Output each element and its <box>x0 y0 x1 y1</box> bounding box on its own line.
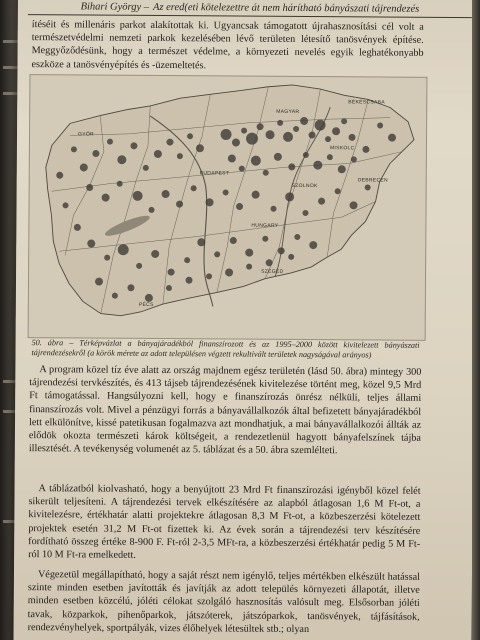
hungary-map-svg <box>29 75 427 340</box>
map-label-8: DEBRECEN <box>357 177 388 184</box>
map-label-9: PÉCS <box>138 301 154 308</box>
body-paragraph-4: Végezetül megállapítható, hogy a saját részt nem igénylő, teljes mértékben elkészült hatással szinte minden esetben javították és javítják az adott település környezeti állapotát, illetve minden esetben közcélú, jóléti célokat szolgáló hasznosítás valósult meg. Elsősorban jóléti tavak, közparkok, pihenőparkok, játszóterek, játszóparkok, tanösvények, tájfásítások, rendezvényhelyek, sportpályák, vizes élőhelyek létesültek stb.; olyan <box>27 569 420 635</box>
map-label-6: GYŐR <box>78 131 94 138</box>
figure-map <box>28 74 428 341</box>
map-label-5: MISKOLC <box>329 145 355 152</box>
body-paragraph-2: A program közel tíz éve alatt az ország majdnem egész területén (lásd 50. ábra) mintegy 300 tájrendezési tervkészítés, és 413 tájseb tájrendezésének kivitelezése történt meg, közel 9,5 Mrd Ft támogatással. Hangsúlyozni kell, hogy e finanszírozás önrész nélküli, teljes állami finanszírozás volt. Mivel a pénzügyi forrás a bányavállalkozók által befizetett bányajáradékból lett elkülönítve, kissé patetikusan fogalmazva azt mondhatjuk, a mai bányavállalkozói állták az elődök okozta természeti károk költségeit, a rendezetlenül hagyott bányafelszínek tájba illesztését. A tevékenység volumenét az 5. táblázat és a 50. ábra szemlélteti. <box>28 364 422 457</box>
map-label-2: MAGYAR <box>276 108 300 115</box>
header-title: Az ered(eti kötelezettre át nem hárítható bányászati tájrendezés <box>152 1 420 15</box>
next-page-edge <box>472 0 480 640</box>
map-label-4: SZOLNOK <box>291 182 318 190</box>
map-label-10: SZEGED <box>261 268 284 275</box>
book-page <box>13 0 476 640</box>
running-header <box>28 0 472 18</box>
body-paragraph-3: A táblázatból kiolvasható, hogy a benyújtott 23 Mrd Ft finanszírozási igényből közel felét sikerült teljesíteni. A tájrendezési tervek elkészítésére az alapból átlagosan 1,6 M Ft-ot, a kivitelezésre, értékhatár alatti projektekre átlagosan 8,3 M Ft-ot, a közbeszerzési kötelezett projektek esetén 31,2 M Ft-ot fizettek ki. Az évek során a tájrendezési terv készítésére fordítható összeg értéke 8-900 F. Ft-ról 2-3,5 MFt-ra, a közbeszerzési értékhatár pedig 5 M Ft-ról 10 M Ft-ra emelkedett. <box>28 483 421 561</box>
map-label-3: HUNGARY <box>251 222 279 229</box>
intro-paragraph: ítéséit és millenáris parkot alakítottak ki. Ugyancsak támogatott újrahasznosítási cél volt a természetvédelmi nemzeti parkok kezelésében lévő területen létesítő tanösvények építése. Meggyőződésünk, hogy a természet védelme, a környezeti nevelés egyik leghatékonyabb eszköze a tanösvényépítés és -üzemeltetés. <box>31 19 424 71</box>
map-label-7: BUDAPEST <box>199 170 230 177</box>
header-author: Bihari György – <box>80 1 150 13</box>
map-label-1: BÉKÉSCSABA <box>348 99 385 106</box>
figure-caption: 50. ábra – Térképvázlat a bányajáradékból finanszírozott és az 1995–2000 között kivitelezett bányászati tájrendezésekről (a körök mérete az adott településen végzett rekultivált területek nagyságával arányos) <box>31 338 420 360</box>
